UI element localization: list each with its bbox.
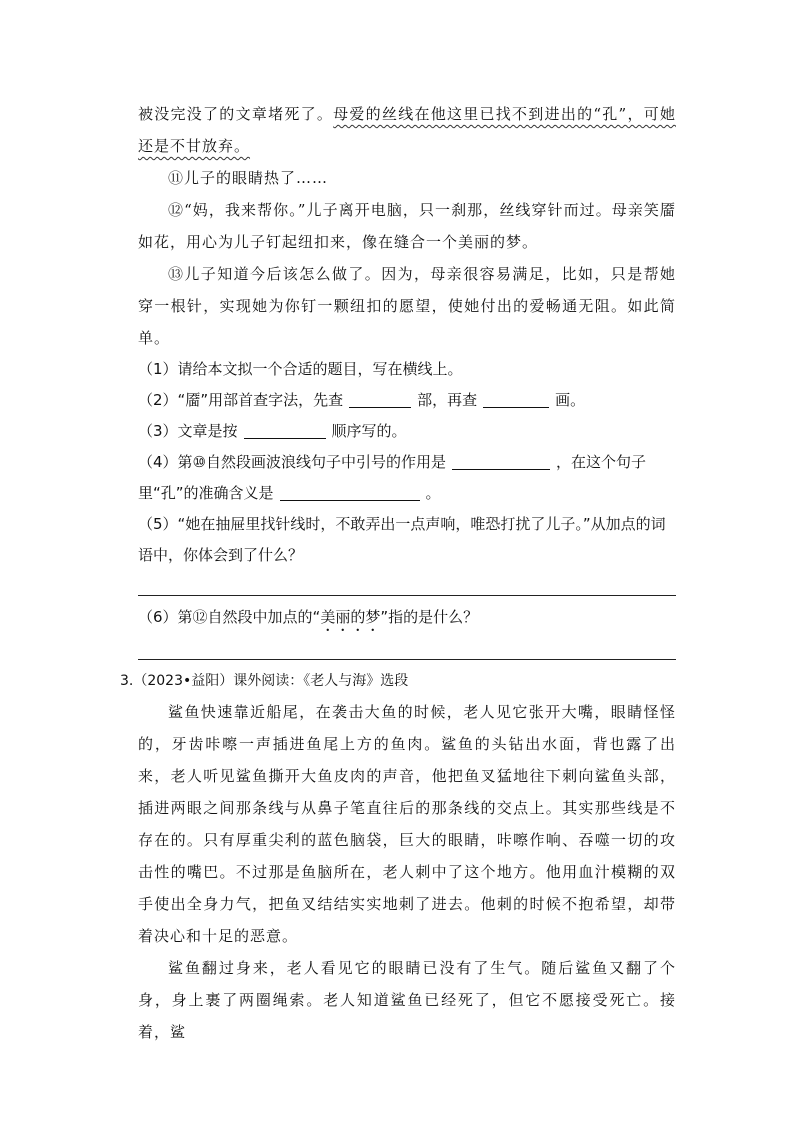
q2-blank-strokes[interactable] (483, 389, 549, 408)
paragraph-10-tail (138, 98, 676, 162)
q2-blank-radical[interactable] (349, 389, 411, 408)
q2-text-b: 部，再查 (417, 391, 478, 409)
q6-answer-line[interactable] (138, 635, 676, 660)
section-3-paragraph-1: 鲨鱼快速靠近船尾，在袭击大鱼的时候，老人见它张开大嘴，眼睛怪怪的，牙齿咔嚓一声插进鱼尾上方的鱼肉。鲨鱼的头钻出水面，背也露了出来，老人听见鲨鱼撕开大鱼皮肉的声音，他把鱼叉猛地往下刺向鲨鱼头部，插进两眼之间那条线与从鼻子笔直往后的那条线的交点上。其实那些线是不存在的。只有厚重尖利的蓝色脑袋，巨大的眼睛，咔嚓作响、吞噬一切的攻击性的嘴巴。不过那是鱼脑所在，老人刺中了这个地方。他用血汁模糊的双手使出全身力气，把鱼叉结结实实地刺了进去。他刺的时候不抱希望，却带着决心和十足的恶意。 (138, 703, 676, 945)
section-3-paragraph-2: 鲨鱼翻过身来，老人看见它的眼睛已没有了生气。随后鲨鱼又翻了个身，身上裹了两圈绳索。老人知道鲨鱼已经死了，但它不愿接受死亡。接着，鲨 (138, 959, 676, 1041)
p10-text: 被没完没了的文章堵死了。 (138, 105, 334, 123)
q4-text-a: （4）第⑩自然段画波浪线句子中引号的作用是 (138, 453, 446, 471)
q2-text-c: 画。 (555, 391, 586, 409)
q3-text-a: （3）文章是按 (138, 422, 238, 440)
question-1: （1）请给本文拟一个合适的题目，写在横线上。 (138, 360, 463, 378)
q3-text-b: 顺序写的。 (331, 422, 407, 440)
question-2 (138, 385, 676, 416)
q3-blank-order[interactable] (244, 420, 326, 439)
question-5: （5）“她在抽屉里找针线时，不敢弄出一点声响，唯恐打扰了儿子。”从加点的词语中，你体会到了什么？ (138, 515, 666, 564)
section-3-title: 3.（2023•益阳）课外阅读：《老人与海》选段 (120, 673, 409, 689)
question-6 (138, 602, 676, 635)
question-4 (138, 447, 676, 509)
paragraph-13: ⑬儿子知道今后该怎么做了。因为，母亲很容易满足，比如，只是帮她穿一根针，实现她为你钉一颗纽扣的愿望，使她付出的爱畅通无阻。如此简单。 (138, 265, 676, 347)
q4-text-b: ，在这个句子里“孔”的准确含义是 (138, 453, 647, 502)
p10-wavy-sentence: 母爱的丝线在他这里已找不到进出的“孔”，可她还是不甘放弃。 (138, 105, 676, 155)
content-area (120, 98, 676, 1048)
q6-text-a: （6）第⑫自然段中加点的“ (138, 608, 321, 626)
q4-text-c: 。 (425, 484, 441, 502)
paragraph-12: ⑫“妈，我来帮你。”儿子离开电脑，只一刹那，丝线穿针而过。母亲笑靥如花，用心为儿子钉起纽扣来，像在缝合一个美丽的梦。 (138, 201, 676, 251)
paragraph-11: ⑪儿子的眼睛热了…… (168, 169, 329, 187)
q2-text-a: （2）“靥”用部首查字法，先查 (138, 391, 344, 409)
q6-dotted-phrase: 美丽的梦 (320, 608, 381, 626)
q6-text-b: ”指的是什么？ (380, 608, 479, 626)
q4-blank-quote-function[interactable] (452, 451, 550, 470)
q4-blank-hole-meaning[interactable] (280, 482, 420, 501)
q5-answer-line[interactable] (138, 571, 676, 596)
question-3 (138, 416, 676, 447)
